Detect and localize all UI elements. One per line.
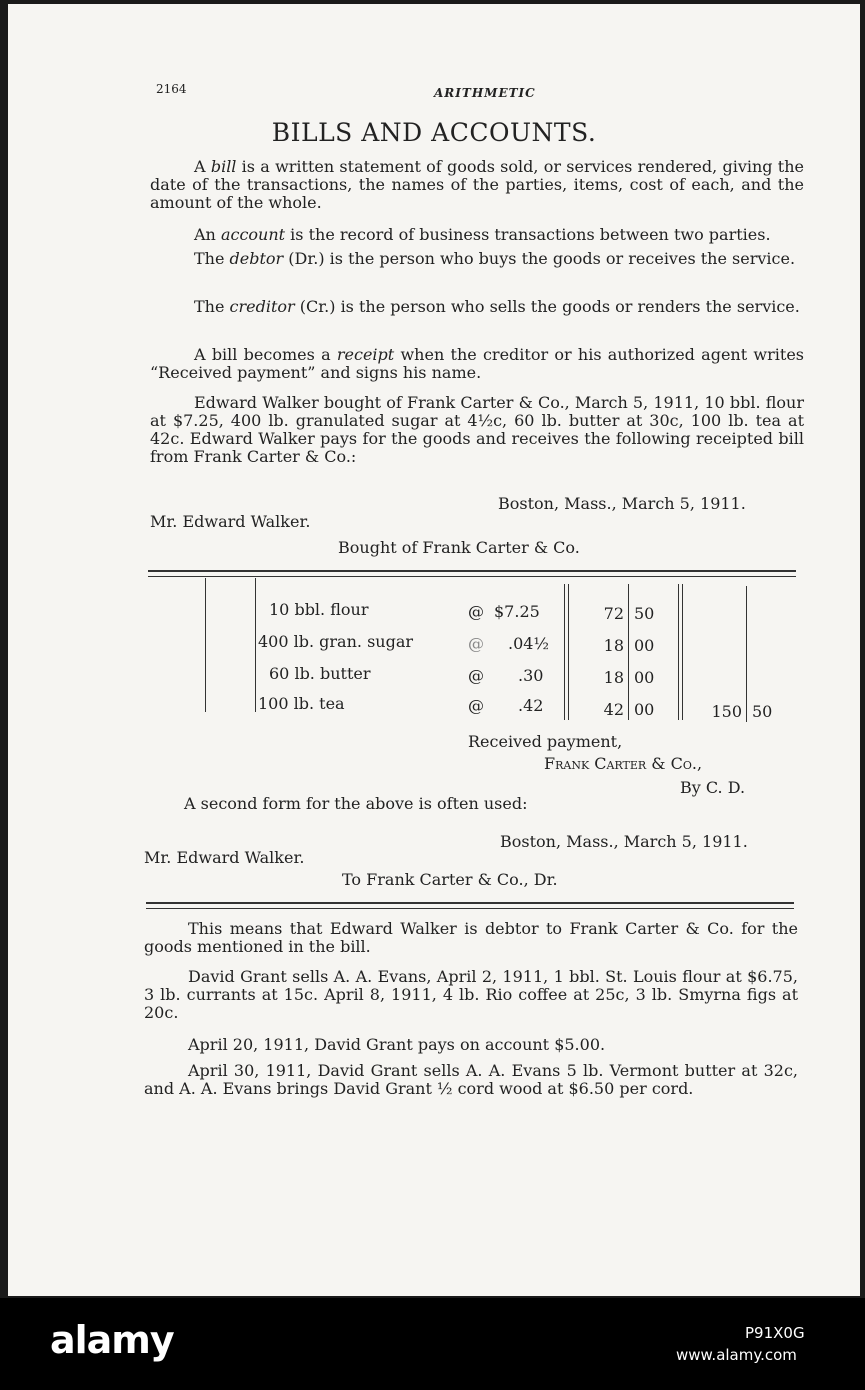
item-at-sign: @	[468, 634, 484, 653]
item-at-sign: @	[468, 602, 484, 621]
watermark-url: www.alamy.com	[676, 1346, 797, 1364]
page-title: BILLS AND ACCOUNTS.	[271, 118, 597, 147]
bill-total-cents: 50	[752, 702, 773, 721]
bill-total-dollars: 150	[711, 702, 742, 721]
second-form-heading: To Frank Carter & Co., Dr.	[342, 870, 558, 889]
example-paragraph: Edward Walker bought of Frank Carter & Co., March 5, 1911, 10 bbl. flour at $7.25, 400 lb. granulated sugar at 4½c, 60 lb. butter at 30c, 100 lb. tea at 42c. Edward Walker pays for the goods and receives the following receipted bill from Frank Carter & Co.:	[150, 393, 804, 466]
running-head: ARITHMETIC	[434, 86, 536, 100]
received-payment: Received payment,	[468, 732, 623, 751]
creditor-signature: Frank Carter & Co.,	[544, 754, 703, 773]
book-page	[8, 4, 860, 1296]
account-definition: An account is the record of business transactions between two parties.	[194, 225, 771, 244]
bill-customer: Mr. Edward Walker.	[150, 512, 311, 531]
item-at-sign: @	[468, 666, 484, 685]
bill-column-rule	[205, 578, 206, 712]
alamy-logo: alamy	[50, 1318, 174, 1362]
item-description: 60 lb. butter	[269, 664, 371, 683]
bill-column-rule	[564, 584, 565, 720]
creditor-definition: The creditor (Cr.) is the person who sells the goods or renders the service.	[194, 297, 800, 316]
bill-top-rule	[148, 570, 796, 572]
grant-evans-sales: David Grant sells A. A. Evans, April 2, 1911, 1 bbl. St. Louis flour at $6.75, 3 lb. currants at 15c. April 8, 1911, 4 lb. Rio coffee at 25c, 3 lb. Smyrna figs at 20c.	[144, 967, 798, 1022]
bill-place-date: Boston, Mass., March 5, 1911.	[498, 494, 746, 513]
second-form-rule-2	[146, 908, 794, 909]
debtor-definition: The debtor (Dr.) is the person who buys the goods or receives the service.	[194, 249, 796, 268]
item-cents: 00	[634, 700, 655, 719]
image-id: P91X0G	[745, 1324, 805, 1342]
item-at-sign: @	[468, 696, 484, 715]
item-price: .30	[518, 666, 544, 685]
agent-initials: By C. D.	[680, 778, 746, 797]
item-dollars: 72	[603, 604, 624, 623]
item-price: $7.25	[494, 602, 540, 621]
bill-definition: A bill is a written statement of goods sold, or services rendered, giving the date of the transactions, the names of the parties, items, cost of each, and the amount of the whole.	[150, 157, 805, 212]
item-cents: 00	[634, 636, 655, 655]
grant-evans-exchange: April 30, 1911, David Grant sells A. A. Evans 5 lb. Vermont butter at 32c, and A. A. Evans brings David Grant ½ cord wood at $6.50 per cord.	[144, 1061, 798, 1098]
grant-payment: April 20, 1911, David Grant pays on account $5.00.	[188, 1035, 606, 1054]
bill-top-rule-2	[148, 576, 796, 577]
bill-heading: Bought of Frank Carter & Co.	[338, 538, 580, 557]
item-description: 100 lb. tea	[258, 694, 345, 713]
bill-column-rule	[628, 584, 629, 720]
debtor-explanation: This means that Edward Walker is debtor to Frank Carter & Co. for the goods mentioned in the bill.	[144, 919, 798, 956]
item-price: .42	[518, 696, 544, 715]
second-form-customer: Mr. Edward Walker.	[144, 848, 305, 867]
item-cents: 00	[634, 668, 655, 687]
receipt-definition: A bill becomes a receipt when the creditor or his authorized agent writes “Received payment” and signs his name.	[150, 345, 804, 382]
item-description: 10 bbl. flour	[269, 600, 369, 619]
item-description: 400 lb. gran. sugar	[258, 632, 414, 651]
item-price: .04½	[508, 634, 549, 653]
bill-column-rule	[682, 584, 683, 720]
bill-column-rule	[746, 586, 747, 722]
item-cents: 50	[634, 604, 655, 623]
second-form-rule	[146, 902, 794, 904]
item-dollars: 18	[603, 668, 624, 687]
item-dollars: 18	[603, 636, 624, 655]
second-form-place-date: Boston, Mass., March 5, 1911.	[500, 832, 748, 851]
page-number: 2164	[156, 82, 187, 96]
item-dollars: 42	[603, 700, 624, 719]
bill-column-rule	[255, 578, 256, 712]
bill-column-rule	[568, 584, 569, 720]
bill-column-rule	[678, 584, 679, 720]
second-form-intro: A second form for the above is often used:	[184, 794, 528, 813]
